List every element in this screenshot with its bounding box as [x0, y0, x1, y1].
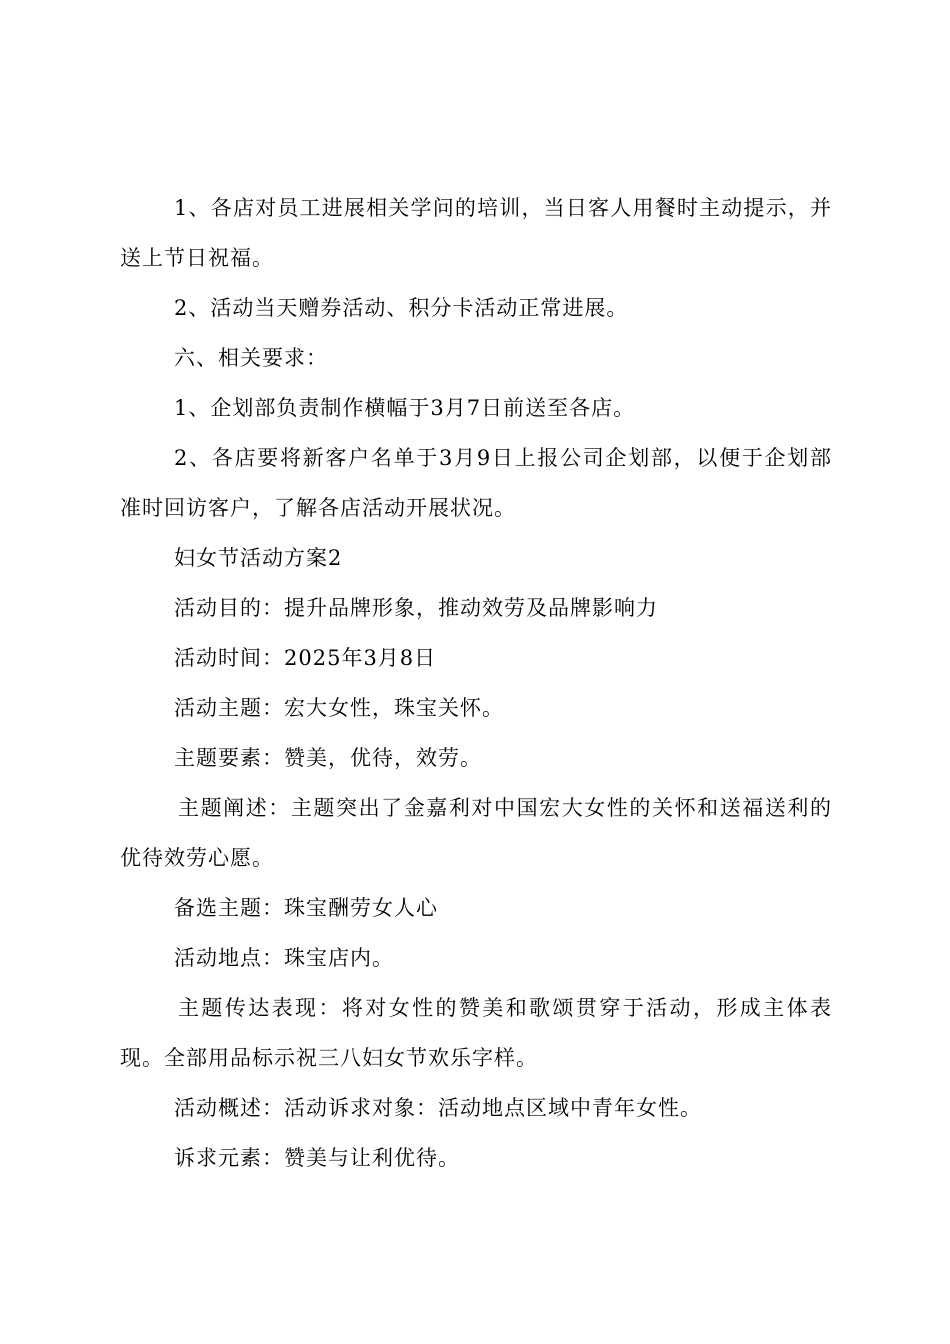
paragraph-appeal-elements: 诉求元素：赞美与让利优待。: [174, 1146, 460, 1170]
paragraph-alternate-theme: 备选主题：珠宝酬劳女人心: [174, 896, 438, 920]
paragraph-theme-expression: 主题传达表现：将对女性的赞美和歌颂贯穿于活动，形成主体表现。全部用品标示祝三八妇女节欢乐字样。: [120, 996, 832, 1070]
paragraph-time: 活动时间：2025年3月8日: [174, 646, 437, 670]
paragraph-purpose: 活动目的：提升品牌形象，推动效劳及品牌影响力: [174, 596, 658, 620]
paragraph-staff-training: 1、各店对员工进展相关学问的培训，当日客人用餐时主动提示，并送上节日祝福。: [120, 196, 832, 270]
paragraph-customer-list: 2、各店要将新客户名单于3月9日上报公司企划部，以便于企划部准时回访客户，了解各店活动开展状况。: [120, 446, 832, 520]
section-heading-requirements: 六、相关要求：: [174, 346, 328, 370]
plan-title: 妇女节活动方案2: [174, 546, 343, 570]
paragraph-theme: 活动主题：宏大女性，珠宝关怀。: [174, 696, 504, 720]
paragraph-theme-explanation: 主题阐述：主题突出了金嘉利对中国宏大女性的关怀和送福送利的优待效劳心愿。: [120, 796, 832, 870]
paragraph-overview: 活动概述：活动诉求对象：活动地点区域中青年女性。: [174, 1096, 702, 1120]
paragraph-theme-elements: 主题要素：赞美，优待，效劳。: [174, 746, 482, 770]
document-body: [120, 183, 832, 1183]
paragraph-banner: 1、企划部负责制作横幅于3月7日前送至各店。: [174, 396, 636, 420]
paragraph-coupon-activity: 2、活动当天赠券活动、积分卡活动正常进展。: [174, 296, 629, 320]
paragraph-location: 活动地点：珠宝店内。: [174, 946, 394, 970]
